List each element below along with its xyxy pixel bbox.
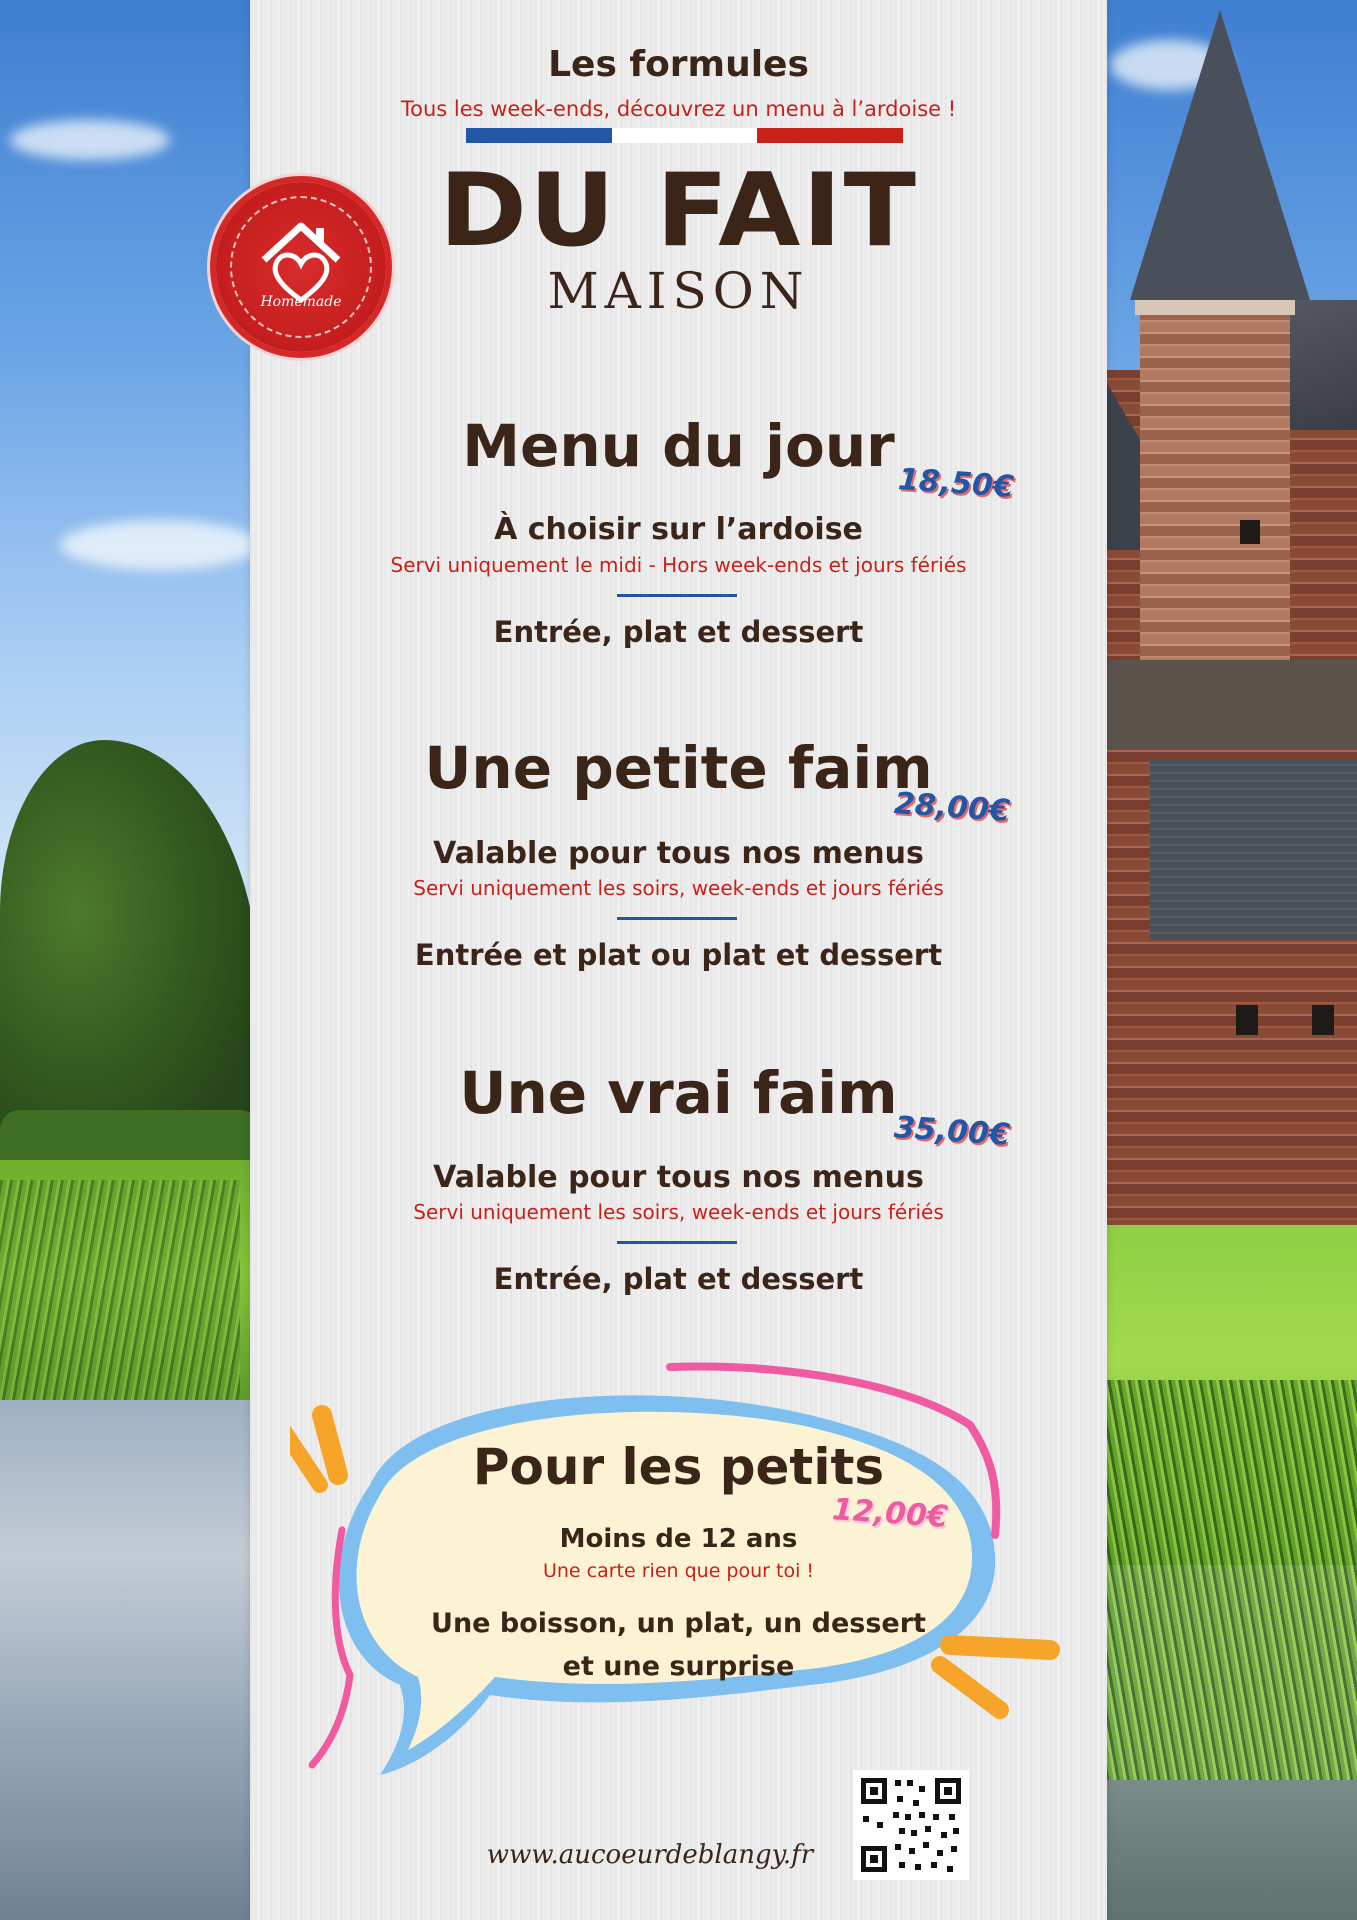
page-title: Les formules — [548, 44, 809, 85]
menu-course: Entrée, plat et dessert — [493, 1262, 864, 1296]
house-heart-icon — [216, 182, 386, 352]
menu-course: Entrée et plat ou plat et dessert — [414, 938, 943, 972]
kids-note: Une carte rien que pour toi ! — [542, 1560, 815, 1582]
cloud — [10, 120, 170, 160]
castle-window — [1236, 1005, 1258, 1035]
water-right — [1100, 1780, 1357, 1920]
menu-title: Une petite faim — [424, 734, 933, 802]
castle-slate — [1150, 760, 1357, 940]
french-flag-stripe — [466, 128, 903, 143]
menu-intro: À choisir sur l’ardoise — [494, 512, 863, 547]
grass-left — [0, 1180, 240, 1430]
menu-course: Entrée, plat et dessert — [493, 615, 864, 649]
cloud — [60, 520, 260, 570]
page-subtitle: Tous les week-ends, découvrez un menu à l’ardoise ! — [400, 97, 957, 121]
seal-label: Homemade — [260, 294, 342, 310]
menu-title: Une vrai faim — [459, 1059, 898, 1127]
logo-maison: MAISON — [547, 262, 810, 320]
castle-window — [1312, 1005, 1334, 1035]
logo-du-fait: DU FAIT — [439, 152, 918, 269]
castle-band — [1105, 660, 1357, 750]
speech-bubble — [290, 1355, 1070, 1815]
qr-code[interactable] — [853, 1770, 969, 1880]
kids-price: 12,00€ — [830, 1492, 949, 1535]
menu-note: Servi uniquement le midi - Hors week-ends et jours fériés — [390, 553, 967, 577]
tower-spire — [1130, 10, 1310, 300]
website-link[interactable]: www.aucoeurdeblangy.fr — [486, 1840, 814, 1870]
kids-course-line1: Une boisson, un plat, un dessert — [431, 1608, 926, 1639]
kids-course-line2: et une surprise — [562, 1651, 795, 1682]
grass-right — [1100, 1380, 1357, 1800]
menu-note: Servi uniquement les soirs, week-ends et jours fériés — [413, 1200, 944, 1224]
menu-intro: Valable pour tous nos menus — [433, 836, 924, 871]
kids-intro: Moins de 12 ans — [559, 1524, 798, 1554]
menu-price: 28,00€ — [892, 786, 1011, 829]
menu-note: Servi uniquement les soirs, week-ends et jours fériés — [413, 876, 944, 900]
homemade-seal — [216, 182, 386, 352]
river-left — [0, 1400, 260, 1920]
castle-window — [1240, 520, 1260, 544]
divider — [617, 917, 737, 920]
menu-intro: Valable pour tous nos menus — [433, 1160, 924, 1195]
kids-title: Pour les petits — [472, 1438, 885, 1496]
menu-price: 18,50€ — [896, 462, 1015, 505]
divider — [617, 594, 737, 597]
menu-title: Menu du jour — [462, 412, 895, 480]
divider — [617, 1241, 737, 1244]
menu-price: 35,00€ — [892, 1110, 1011, 1153]
